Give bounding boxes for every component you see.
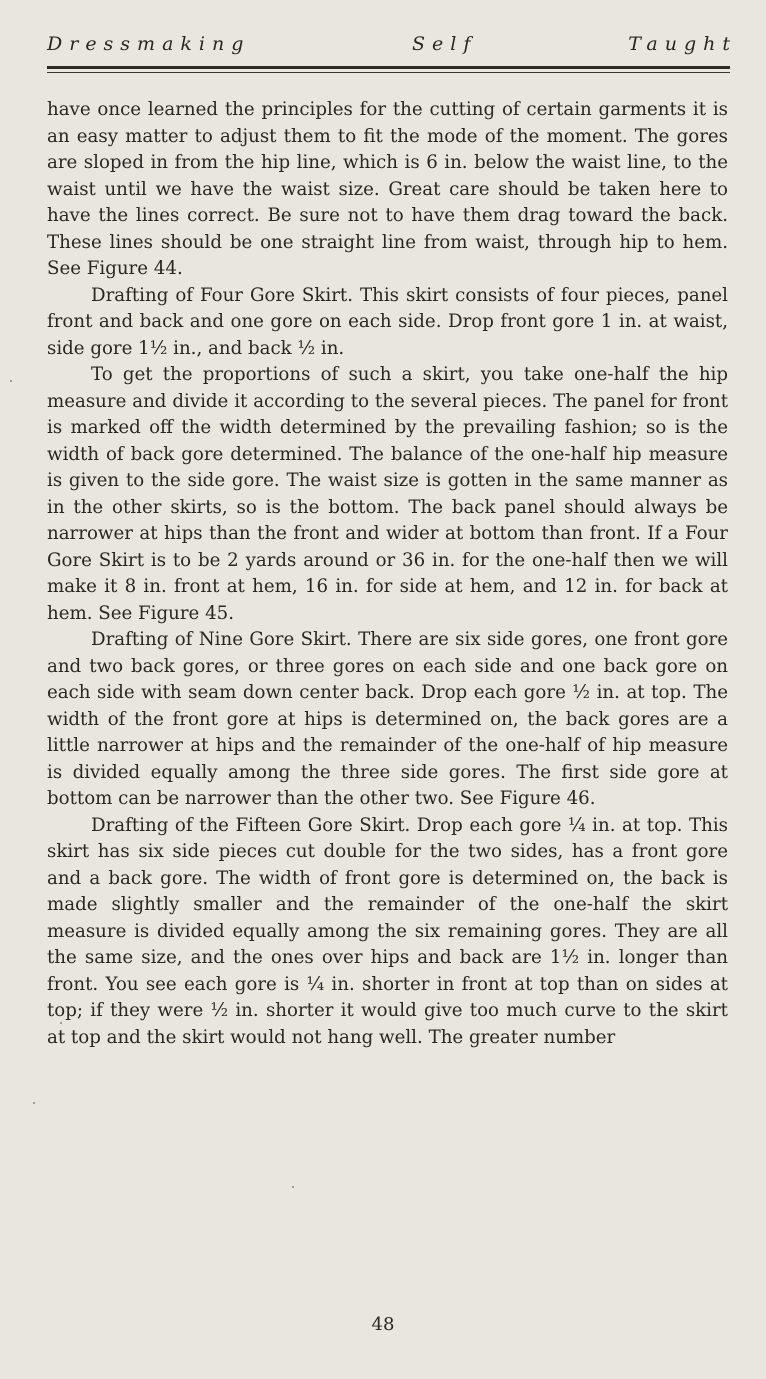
- paper-speck: [33, 1102, 35, 1104]
- paper-speck: [60, 1022, 62, 1024]
- running-head-word-1: Dressmaking: [47, 33, 251, 55]
- paragraph-continuation: have once learned the principles for the cutting of certain garments it is an easy matter to adjust them to fit the mode of the moment. The gores are sloped in from the hip line, which is 6 in. below the waist line, to the waist until we have the waist size. Great care should be taken here to have the lines correct. Be sure not to have them drag toward the back. These lines should be one straight line from waist, through hip to hem. See Figure 44.: [47, 99, 728, 279]
- running-head-word-3: Taught: [628, 33, 737, 55]
- paragraph-proportions: To get the proportions of such a skirt, you take one-half the hip measure and divide it according to the several pieces. The panel for front is marked off the width determined by the prevailing fashion; so is the width of back gore determined. The balance of the one-half hip measure is given to the side gore. The waist size is gotten in the same manner as in the other skirts, so is the bottom. The back panel should always be narrower at hips than the front and wider at bottom than front. If a Four Gore Skirt is to be 2 yards around or 36 in. for the one-half then we will make it 8 in. front at hem, 16 in. for side at hem, and 12 in. for back at hem. See Figure 45.: [47, 364, 728, 624]
- body-text: [47, 97, 728, 1051]
- paragraph-four-gore-skirt: Drafting of Four Gore Skirt. This skirt consists of four pieces, panel front and back and one gore on each side. Drop front gore 1 in. at waist, side gore 1½ in., and back ½ in.: [47, 284, 728, 359]
- header-rule-thin: [47, 72, 730, 73]
- paper-speck: [292, 1186, 294, 1188]
- page-number: 48: [371, 1314, 395, 1335]
- running-head: [47, 33, 737, 63]
- running-head-word-2: Self: [412, 33, 478, 55]
- paper-speck: [10, 380, 12, 382]
- paragraph-fifteen-gore-skirt: Drafting of the Fifteen Gore Skirt. Drop each gore ¼ in. at top. This skirt has six side pieces cut double for the two sides, has a front gore and a back gore. The width of front gore is determined on, the back is made slightly smaller and the remainder of the one-half the skirt measure is divided equally among the six remaining gores. They are all the same size, and the ones over hips and back are 1½ in. longer than front. You see each gore is ¼ in. shorter in front at top than on sides at top; if they were ½ in. shorter it would give too much curve to the skirt at top and the skirt would not hang well. The greater number: [47, 814, 728, 1048]
- header-rule-thick: [47, 66, 730, 69]
- paragraph-nine-gore-skirt: Drafting of Nine Gore Skirt. There are six side gores, one front gore and two back gores, or three gores on each side and one back gore on each side with seam down center back. Drop each gore ½ in. at top. The width of the front gore at hips is determined on, the back gores are a little narrower at hips and the remainder of the one-half of hip measure is divided equally among the three side gores. The first side gore at bottom can be narrower than the other two. See Figure 46.: [47, 629, 728, 809]
